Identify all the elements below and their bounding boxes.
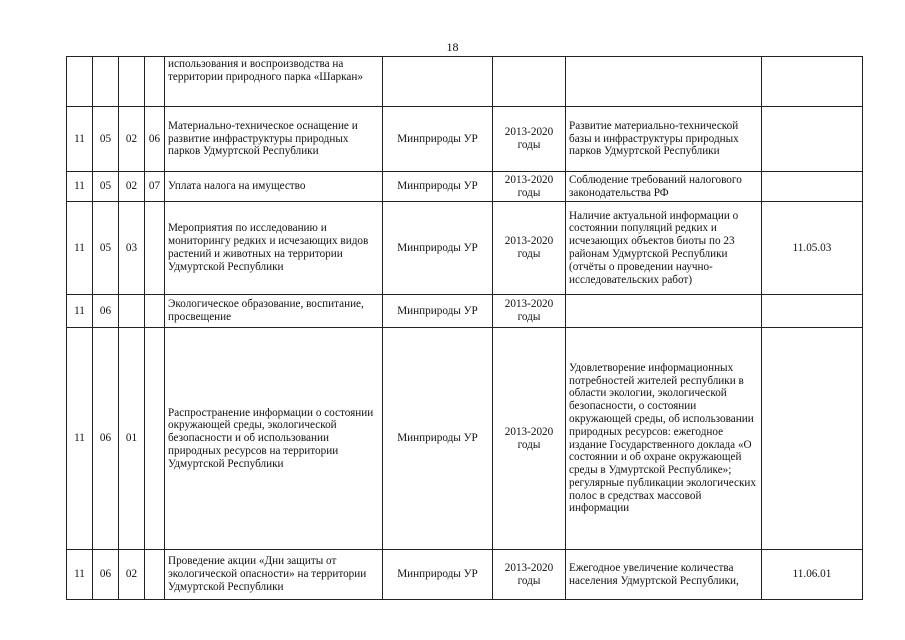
cell-code-2 <box>93 57 119 107</box>
cell-code-4 <box>145 202 165 295</box>
cell-expected-result <box>566 295 762 328</box>
table-row <box>67 550 863 600</box>
cell-expected-result: Наличие актуальной информации о состоянии популяций редких и исчезающих объектов биоты по 23 районам Удмуртской Республики (отчёты о проведении научно-исследовательских работ) <box>566 202 762 295</box>
cell-code-1 <box>67 57 93 107</box>
cell-code-1: 11 <box>67 328 93 550</box>
cell-expected-result: Соблюдение требований налогового законодательства РФ <box>566 172 762 202</box>
program-table <box>66 56 863 600</box>
table-row <box>67 202 863 295</box>
cell-expected-result: Удовлетворение информационных потребностей жителей республики в области экологии, экологической безопасности, о состоянии окружающей среды, об использовании природных ресурсов: ежегодное издание Государственного доклада «О состоянии и об охране окружающей среды в Удмуртской Республике»; регулярные публикации экологических полос в средствах массовой информации <box>566 328 762 550</box>
cell-code-3: 02 <box>119 172 145 202</box>
cell-indicator-ref <box>762 328 863 550</box>
cell-code-3 <box>119 57 145 107</box>
cell-period: 2013-2020 годы <box>493 328 566 550</box>
cell-period: 2013-2020 годы <box>493 172 566 202</box>
cell-code-4 <box>145 550 165 600</box>
cell-period <box>493 57 566 107</box>
cell-code-4: 07 <box>145 172 165 202</box>
table-row <box>67 172 863 202</box>
cell-measure-name: Мероприятия по исследованию и мониторингу редких и исчезающих видов растений и животных на территории Удмуртской Республики <box>165 202 383 295</box>
cell-code-3: 01 <box>119 328 145 550</box>
table-row <box>67 107 863 172</box>
cell-code-2: 05 <box>93 172 119 202</box>
cell-code-4 <box>145 57 165 107</box>
cell-indicator-ref: 11.06.01 <box>762 550 863 600</box>
cell-measure-name: Материально-техническое оснащение и развитие инфраструктуры природных парков Удмуртской Республики <box>165 107 383 172</box>
cell-code-4: 06 <box>145 107 165 172</box>
cell-executor: Минприроды УР <box>383 202 493 295</box>
cell-executor: Минприроды УР <box>383 550 493 600</box>
cell-executor: Минприроды УР <box>383 107 493 172</box>
cell-code-2: 06 <box>93 328 119 550</box>
table-body <box>67 57 863 600</box>
cell-code-3: 02 <box>119 107 145 172</box>
cell-code-3: 03 <box>119 202 145 295</box>
page-number: 18 <box>446 40 459 54</box>
cell-code-2: 06 <box>93 295 119 328</box>
cell-expected-result <box>566 57 762 107</box>
cell-measure-name: Экологическое образование, воспитание, просвещение <box>165 295 383 328</box>
table-row <box>67 295 863 328</box>
cell-code-4 <box>145 328 165 550</box>
cell-indicator-ref: 11.05.03 <box>762 202 863 295</box>
cell-code-2: 05 <box>93 107 119 172</box>
cell-code-3: 02 <box>119 550 145 600</box>
cell-period: 2013-2020 годы <box>493 295 566 328</box>
cell-code-4 <box>145 295 165 328</box>
cell-measure-name: использования и воспроизводства на территории природного парка «Шаркан» <box>165 57 383 107</box>
cell-code-2: 05 <box>93 202 119 295</box>
cell-executor: Минприроды УР <box>383 172 493 202</box>
table-row <box>67 328 863 550</box>
cell-executor: Минприроды УР <box>383 295 493 328</box>
cell-expected-result: Развитие материально-технической базы и инфраструктуры природных парков Удмуртской Республики <box>566 107 762 172</box>
cell-code-1: 11 <box>67 107 93 172</box>
cell-code-1: 11 <box>67 172 93 202</box>
cell-expected-result: Ежегодное увеличение количества населения Удмуртской Республики, <box>566 550 762 600</box>
cell-measure-name: Уплата налога на имущество <box>165 172 383 202</box>
cell-indicator-ref <box>762 57 863 107</box>
cell-period: 2013-2020 годы <box>493 550 566 600</box>
table-row <box>67 57 863 107</box>
cell-period: 2013-2020 годы <box>493 202 566 295</box>
cell-measure-name: Распространение информации о состоянии окружающей среды, экологической безопасности и об использовании природных ресурсов на территории Удмуртской Республики <box>165 328 383 550</box>
cell-executor <box>383 57 493 107</box>
cell-code-3 <box>119 295 145 328</box>
cell-indicator-ref <box>762 107 863 172</box>
cell-code-1: 11 <box>67 202 93 295</box>
cell-executor: Минприроды УР <box>383 328 493 550</box>
cell-code-1: 11 <box>67 550 93 600</box>
cell-code-1: 11 <box>67 295 93 328</box>
cell-code-2: 06 <box>93 550 119 600</box>
cell-indicator-ref <box>762 295 863 328</box>
cell-period: 2013-2020 годы <box>493 107 566 172</box>
cell-measure-name: Проведение акции «Дни защиты от экологической опасности» на территории Удмуртской Республики <box>165 550 383 600</box>
cell-indicator-ref <box>762 172 863 202</box>
